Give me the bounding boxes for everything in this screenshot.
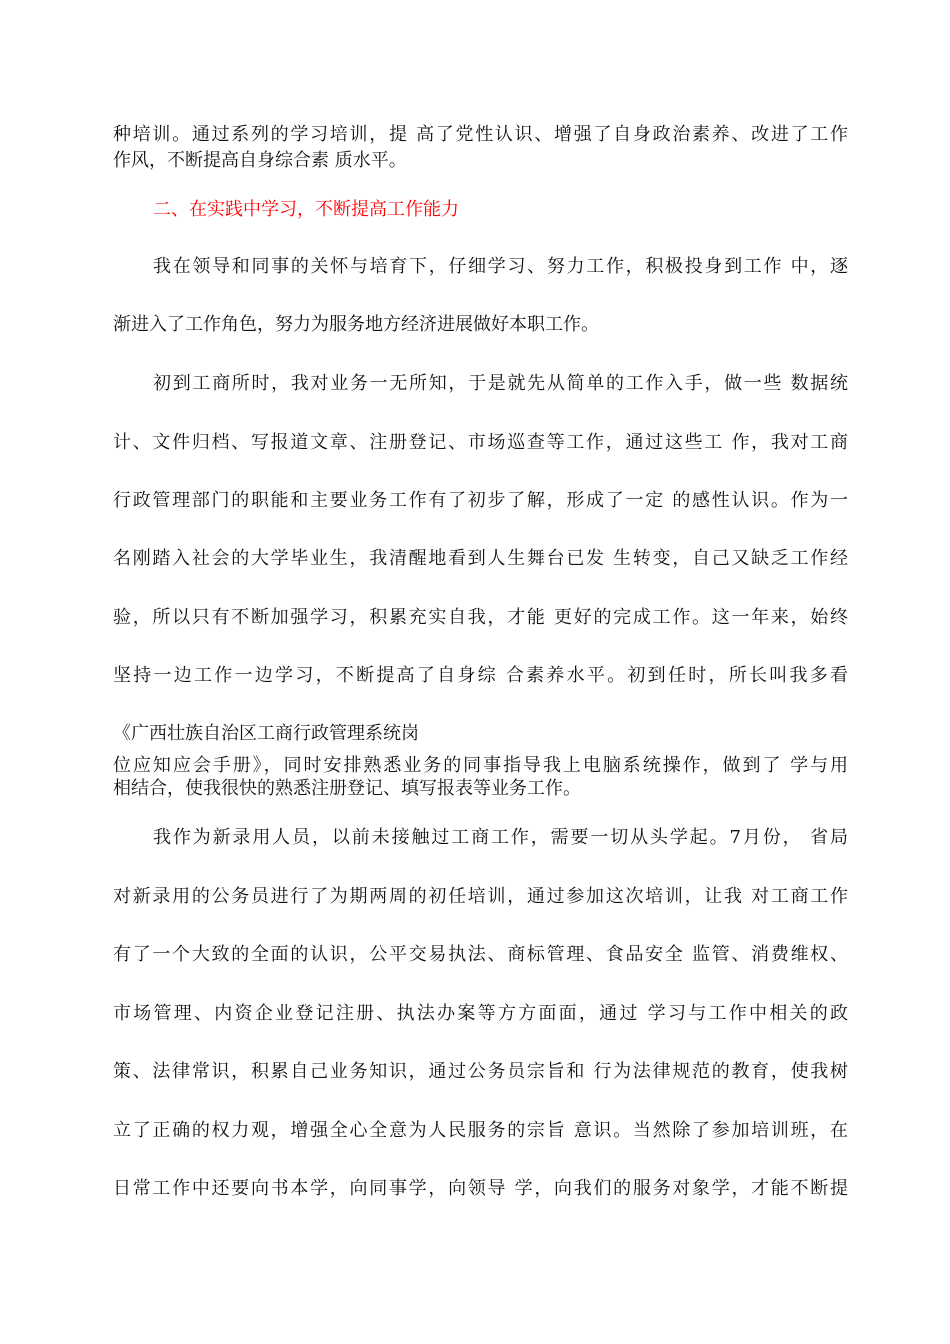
paragraph-line: 我在领导和同事的关怀与培育下，仔细学习、努力工作，积极投身到工作 中，逐 (153, 256, 848, 277)
paragraph-line: 位应知应会手册》，同时安排熟悉业务的同事指导我上电脑系统操作，做到了 学与用 (113, 755, 848, 776)
section-heading: 二、在实践中学习，不断提高工作能力 (153, 199, 459, 220)
paragraph-line: 渐进入了工作角色，努力为服务地方经济进展做好本职工作。 (113, 314, 599, 335)
paragraph-line: 计、文件归档、写报道文章、注册登记、市场巡查等工作，通过这些工 作，我对工商 (113, 432, 848, 453)
paragraph-line: 立了正确的权力观，增强全心全意为人民服务的宗旨 意识。当然除了参加培训班，在 (113, 1120, 848, 1141)
paragraph-line: 验，所以只有不断加强学习，积累充实自我，才能 更好的完成工作。这一年来，始终 (113, 607, 848, 628)
paragraph-line: 我作为新录用人员，以前未接触过工商工作，需要一切从头学起。7月份， 省局 (153, 827, 848, 848)
paragraph-line: 种培训。通过系列的学习培训，提 高了党性认识、增强了自身政治素养、改进了工作 (113, 124, 848, 145)
paragraph-line: 名刚踏入社会的大学毕业生，我清醒地看到人生舞台已发 生转变，自己又缺乏工作经 (113, 548, 848, 569)
paragraph-line: 作风，不断提高自身综合素 质水平。 (113, 150, 407, 171)
paragraph-line: 策、法律常识，积累自己业务知识，通过公务员宗旨和 行为法律规范的教育，使我树 (113, 1061, 848, 1082)
paragraph-line: 相结合，使我很快的熟悉注册登记、填写报表等业务工作。 (113, 778, 581, 799)
paragraph-line: 有了一个大致的全面的认识，公平交易执法、商标管理、食品安全 监管、消费维权、 (113, 944, 848, 965)
paragraph-line: 行政管理部门的职能和主要业务工作有了初步了解，形成了一定 的感性认识。作为一 (113, 490, 848, 511)
paragraph-line: 日常工作中还要向书本学，向同事学，向领导 学，向我们的服务对象学，才能不断提 (113, 1178, 848, 1199)
paragraph-line: 《广西壮族自治区工商行政管理系统岗 (113, 723, 419, 744)
paragraph-line: 初到工商所时，我对业务一无所知，于是就先从简单的工作入手，做一些 数据统 (153, 373, 848, 394)
paragraph-line: 坚持一边工作一边学习，不断提高了自身综 合素养水平。初到任时，所长叫我多看 (113, 665, 848, 686)
paragraph-line: 对新录用的公务员进行了为期两周的初任培训，通过参加这次培训，让我 对工商工作 (113, 886, 848, 907)
paragraph-line: 市场管理、内资企业登记注册、执法办案等方方面面，通过 学习与工作中相关的政 (113, 1003, 848, 1024)
